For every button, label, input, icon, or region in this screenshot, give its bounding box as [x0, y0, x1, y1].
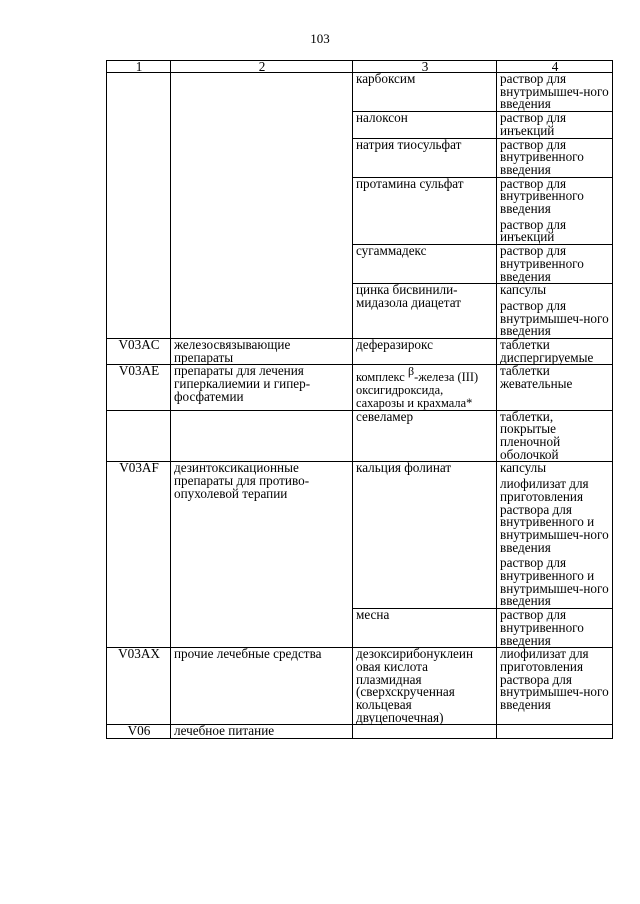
- dosage-form: раствор для инъекций: [500, 110, 567, 138]
- group-cell: препараты для лечения гиперкалиемии и гипер-фосфатемии: [171, 365, 353, 410]
- dosage-form-cell: [497, 112, 613, 138]
- dosage-form-cell: [497, 245, 613, 284]
- table-row: [107, 365, 613, 410]
- dosage-form: капсулы: [500, 282, 547, 298]
- dosage-form: лиофилизат для приготовления раствора для внутривенного и внутримышеч-ного введения: [500, 476, 609, 555]
- drug-name-cell: [353, 365, 497, 410]
- group-cell: [171, 410, 353, 462]
- table-row: [107, 462, 613, 609]
- table-row: [107, 339, 613, 365]
- beta-symbol: β: [408, 364, 415, 379]
- atc-code-cell: [107, 73, 171, 339]
- drug-name-cell: сугаммадекс: [353, 245, 497, 284]
- atc-code-cell: V03AF: [107, 462, 171, 648]
- atc-code-cell: V03AE: [107, 365, 171, 410]
- dosage-form: раствор для внутримышеч-ного введения: [500, 71, 609, 112]
- drug-name-cell: налоксон: [353, 112, 497, 138]
- drug-table: [106, 60, 613, 739]
- drug-name-cell: [353, 725, 497, 739]
- drug-name-cell: севеламер: [353, 410, 497, 462]
- group-cell: [171, 73, 353, 339]
- dosage-form: раствор для внутривенного и внутримышеч-ного введения: [500, 555, 609, 609]
- drug-name-cell: натрия тиосульфат: [353, 138, 497, 177]
- dosage-form-cell: [497, 609, 613, 648]
- group-cell: прочие лечебные средства: [171, 648, 353, 725]
- dosage-form: раствор для внутримышеч-ного введения: [500, 297, 609, 339]
- group-cell: лечебное питание: [171, 725, 353, 739]
- atc-code-cell: [107, 410, 171, 462]
- dosage-form-cell: [497, 410, 613, 462]
- table-row: [107, 73, 613, 112]
- table-row: [107, 410, 613, 462]
- atc-code-cell: V03AX: [107, 648, 171, 725]
- drug-name-cell: деферазирокс: [353, 339, 497, 365]
- dosage-form-cell: [497, 138, 613, 177]
- dosage-form-cell: [497, 648, 613, 725]
- table-body: [107, 73, 613, 739]
- drug-name-cell: кальция фолинат: [353, 462, 497, 609]
- column-header: 2: [171, 61, 353, 73]
- group-cell: дезинтоксикационные препараты для противо-опухолевой терапии: [171, 462, 353, 648]
- atc-code-cell: V03AC: [107, 339, 171, 365]
- dosage-form: раствор для внутривенного введения: [500, 136, 584, 177]
- dosage-form: раствор для внутривенного введения: [500, 175, 584, 217]
- dosage-form: лиофилизат для приготовления раствора для внутримышеч-ного введения: [500, 646, 609, 713]
- dosage-form: капсулы: [500, 460, 547, 476]
- drug-name-cell: дезоксирибонуклеин овая кислота плазмидная (сверхскрученная кольцевая двуцепочечная): [353, 648, 497, 725]
- drug-name-part: комплекс: [356, 370, 405, 385]
- column-header: 4: [497, 61, 613, 73]
- drug-name-cell: месна: [353, 609, 497, 648]
- drug-name-cell: протамина сульфат: [353, 177, 497, 245]
- drug-name-cell: цинка бисвинили-мидазола диацетат: [353, 284, 497, 339]
- dosage-form: раствор для внутривенного введения: [500, 607, 584, 648]
- drug-name-part: -железа (III) оксигидроксида, сахарозы и крахмала*: [356, 370, 479, 410]
- column-header: 1: [107, 61, 171, 73]
- dosage-form-cell: [497, 177, 613, 245]
- dosage-form: раствор для внутривенного введения: [500, 243, 584, 284]
- dosage-form-cell: [497, 339, 613, 365]
- page-number: 103: [310, 31, 330, 46]
- dosage-form-cell: [497, 462, 613, 609]
- dosage-form-cell: [497, 73, 613, 112]
- column-header: 3: [353, 61, 497, 73]
- dosage-form-cell: [497, 725, 613, 739]
- dosage-form: таблетки жевательные: [500, 363, 573, 392]
- dosage-form-cell: [497, 284, 613, 339]
- drug-name-cell: карбоксим: [353, 73, 497, 112]
- dosage-form-cell: [497, 365, 613, 410]
- dosage-form: таблетки, покрытые пленочной оболочкой: [500, 408, 561, 462]
- table-row: [107, 648, 613, 725]
- table-row: [107, 725, 613, 739]
- dosage-form: таблетки диспергируемые: [500, 337, 594, 365]
- group-cell: железосвязывающие препараты: [171, 339, 353, 365]
- dosage-form: раствор для инъекций: [500, 216, 567, 245]
- atc-code-cell: V06: [107, 725, 171, 739]
